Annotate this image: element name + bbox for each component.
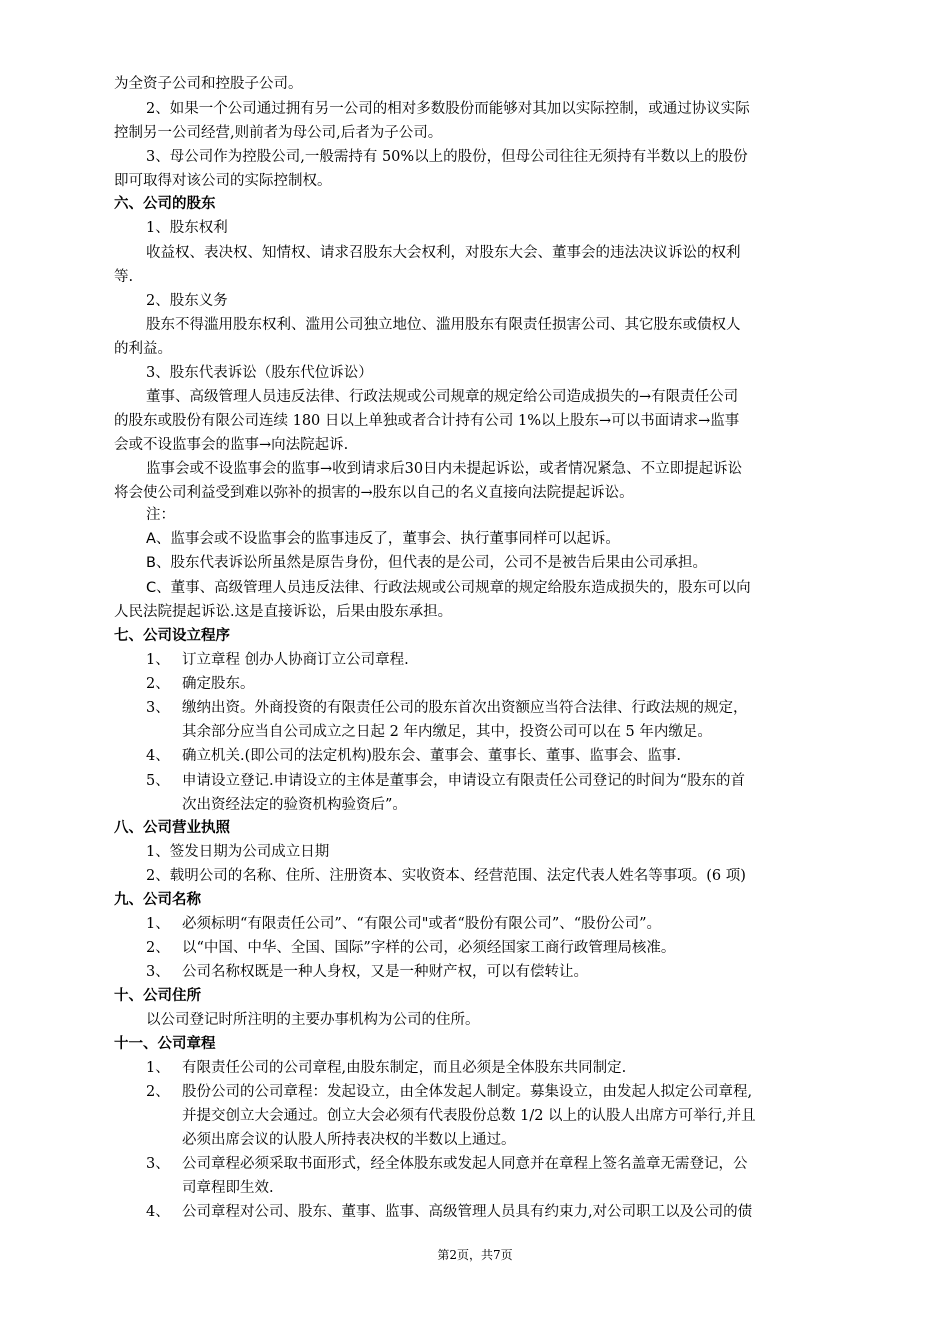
list-number: 3、 — [146, 1156, 170, 1172]
note-item: A、监事会或不设监事会的监事违反了，董事会、执行董事同样可以起诉。 — [146, 531, 620, 547]
paragraph-line: 监事会或不设监事会的监事→收到请求后30日内未提起诉讼，或者情况紧急、不立即提起诉讼 — [146, 461, 743, 477]
paragraph-line: 等. — [114, 269, 134, 285]
subheading-line: 1、股东权利 — [146, 220, 228, 236]
list-number: 1、 — [146, 916, 170, 932]
list-item: 确立机关.(即公司的法定机构)股东会、董事会、董事长、董事、监事会、监事. — [182, 748, 682, 764]
list-item: 申请设立登记.申请设立的主体是董事会，申请设立有限责任公司登记的时间为“股东的首 — [182, 773, 746, 789]
list-number: 4、 — [146, 748, 170, 764]
note-item: C、董事、高级管理人员违反法律、行政法规或公司规章的规定给股东造成损失的，股东可以向 — [146, 580, 751, 596]
list-item-continued: 其余部分应当自公司成立之日起 2 年内缴足，其中，投资公司可以在 5 年内缴足。 — [182, 724, 712, 740]
paragraph-line: 收益权、表决权、知情权、请求召股东大会权利，对股东大会、董事会的违法决议诉讼的权利 — [146, 245, 741, 261]
list-number: 4、 — [146, 1204, 170, 1220]
note-item: B、股东代表诉讼所虽然是原告身份，但代表的是公司，公司不是被告后果由公司承担。 — [146, 555, 707, 571]
list-number: 2、 — [146, 1084, 170, 1100]
paragraph-line: 为全资子公司和控股子公司。 — [114, 76, 303, 92]
section-heading: 八、公司营业执照 — [114, 820, 230, 836]
paragraph-line: 2、载明公司的名称、住所、注册资本、实收资本、经营范围、法定代表人姓名等事项。(6 项) — [146, 868, 746, 884]
list-item: 以“中国、中华、全国、国际”字样的公司，必须经国家工商行政管理局核准。 — [182, 940, 676, 956]
paragraph-line: 的利益。 — [114, 341, 172, 357]
page-footer: 第2页，共7页 — [437, 1248, 513, 1262]
paragraph-line: 将会使公司利益受到难以弥补的损害的→股东以自己的名义直接向法院提起诉讼。 — [114, 485, 634, 501]
paragraph-line: 以公司登记时所注明的主要办事机构为公司的住所。 — [146, 1012, 480, 1028]
list-item: 公司名称权既是一种人身权，又是一种财产权，可以有偿转让。 — [182, 964, 588, 980]
section-heading: 九、公司名称 — [114, 892, 201, 908]
list-item: 股份公司的公司章程：发起设立，由全体发起人制定。募集设立，由发起人拟定公司章程, — [182, 1084, 753, 1100]
section-heading: 十、公司住所 — [114, 988, 201, 1004]
paragraph-line: 1、签发日期为公司成立日期 — [146, 844, 330, 860]
list-number: 1、 — [146, 652, 170, 668]
paragraph-line: 控制另一公司经营,则前者为母公司,后者为子公司。 — [114, 125, 443, 141]
list-number: 2、 — [146, 940, 170, 956]
note-item: 人民法院提起诉讼.这是直接诉讼，后果由股东承担。 — [114, 604, 453, 620]
section-heading: 七、公司设立程序 — [114, 628, 230, 644]
list-number: 1、 — [146, 1060, 170, 1076]
list-item: 有限责任公司的公司章程,由股东制定，而且必须是全体股东共同制定. — [182, 1060, 627, 1076]
paragraph-line: 的股东或股份有限公司连续 180 日以上单独或者合计持有公司 1%以上股东→可以书面请求→监事 — [114, 413, 740, 429]
list-item: 确定股东。 — [182, 676, 255, 692]
paragraph-line: 即可取得对该公司的实际控制权。 — [114, 173, 332, 189]
paragraph-line: 会或不设监事会的监事→向法院起诉. — [114, 437, 349, 453]
subheading-line: 3、股东代表诉讼（股东代位诉讼） — [146, 365, 373, 381]
paragraph-line: 3、母公司作为控股公司,一般需持有 50%以上的股份，但母公司往往无须持有半数以上的股份 — [146, 149, 748, 165]
list-item: 必须标明“有限责任公司”、“有限公司"或者“股份有限公司”、“股份公司”。 — [182, 916, 662, 932]
list-item: 公司章程对公司、股东、董事、监事、高级管理人员具有约束力,对公司职工以及公司的债 — [182, 1204, 753, 1220]
paragraph-line: 股东不得滥用股东权利、滥用公司独立地位、滥用股东有限责任损害公司、其它股东或债权人 — [146, 317, 741, 333]
list-number: 3、 — [146, 964, 170, 980]
paragraph-line: 董事、高级管理人员违反法律、行政法规或公司规章的规定给公司造成损失的→有限责任公司 — [146, 389, 739, 405]
list-number: 2、 — [146, 676, 170, 692]
list-item: 缴纳出资。外商投资的有限责任公司的股东首次出资额应当符合法律、行政法规的规定， — [182, 700, 748, 716]
list-item-continued: 次出资经法定的验资机构验资后”。 — [182, 797, 407, 813]
paragraph-line: 2、如果一个公司通过拥有另一公司的相对多数股份而能够对其加以实际控制，或通过协议实际 — [146, 101, 750, 117]
list-number: 3、 — [146, 700, 170, 716]
note-label: 注： — [146, 507, 175, 523]
list-item: 公司章程必须采取书面形式，经全体股东或发起人同意并在章程上签名盖章无需登记，公 — [182, 1156, 748, 1172]
list-item-continued: 司章程即生效. — [182, 1180, 274, 1196]
subheading-line: 2、股东义务 — [146, 293, 228, 309]
list-item-continued: 必须出席会议的认股人所持表决权的半数以上通过。 — [182, 1132, 516, 1148]
section-heading: 六、公司的股东 — [114, 196, 216, 212]
list-item: 订立章程 创办人协商订立公司章程. — [182, 652, 409, 668]
list-item-continued: 并提交创立大会通过。创立大会必须有代表股份总数 1/2 以上的认股人出席方可举行,并且 — [182, 1108, 756, 1124]
section-heading: 十一、公司章程 — [114, 1036, 216, 1052]
list-number: 5、 — [146, 773, 170, 789]
